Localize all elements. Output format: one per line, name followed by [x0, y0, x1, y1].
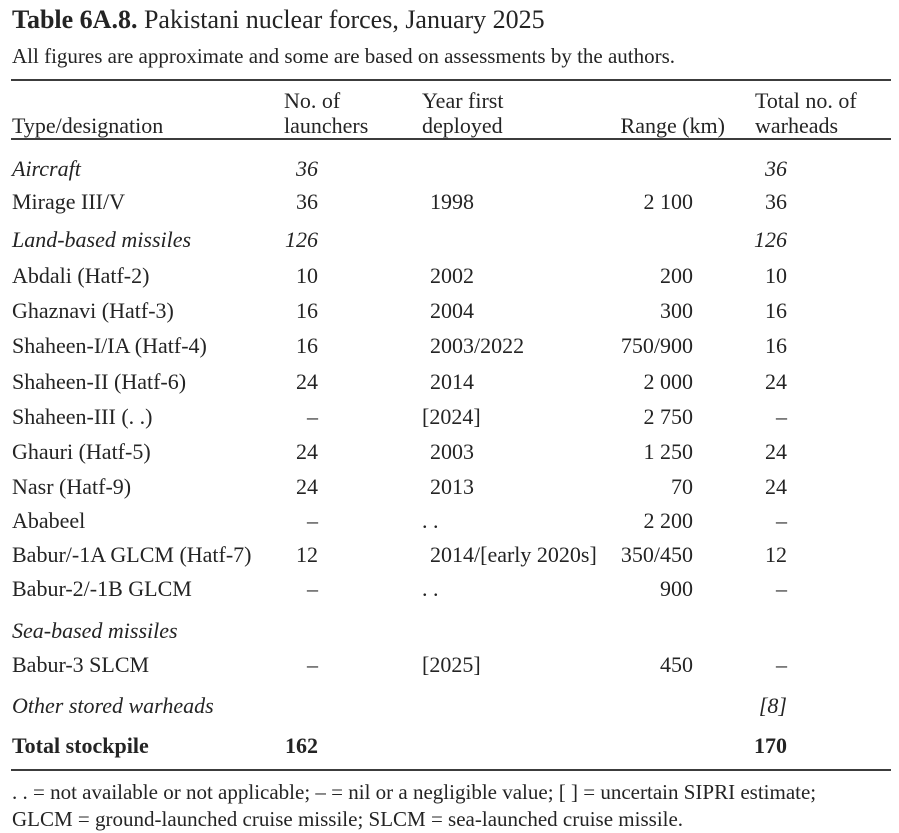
footnote-line-2: GLCM = ground-launched cruise missile; SLCM = sea-launched cruise missile.	[12, 807, 684, 831]
column-header-warheads: Total no. of warheads	[755, 88, 857, 138]
cell-year: 2013	[430, 474, 474, 499]
rule-bottom	[11, 769, 891, 771]
table-row	[0, 618, 899, 645]
table-row	[0, 439, 899, 466]
cell-type: Babur/-1A GLCM (Hatf-7)	[12, 542, 252, 567]
cell-year: 2004	[430, 298, 474, 323]
cell-range: 450	[660, 652, 693, 677]
rule-top	[11, 79, 891, 81]
cell-type: Ghauri (Hatf-5)	[12, 439, 151, 464]
cell-type: Shaheen-II (Hatf-6)	[12, 369, 187, 394]
cell-type: Other stored warheads	[12, 693, 214, 718]
table-row	[0, 333, 899, 360]
table-row	[0, 542, 899, 569]
table-row	[0, 404, 899, 431]
cell-type: Land-based missiles	[12, 227, 192, 252]
cell-type: Sea-based missiles	[12, 618, 178, 643]
cell-range: 200	[660, 263, 693, 288]
table-title-text: Pakistani nuclear forces, January 2025	[137, 5, 545, 34]
cell-launchers: 162	[285, 733, 318, 758]
cell-range: 70	[671, 474, 693, 499]
cell-warheads: 10	[765, 263, 787, 288]
cell-warheads: –	[776, 576, 787, 601]
table-row	[0, 189, 899, 216]
cell-warheads: 16	[765, 333, 787, 358]
column-header-type: Type/designation	[12, 113, 164, 138]
cell-type: Shaheen-III (. .)	[12, 404, 153, 429]
table-row	[0, 576, 899, 603]
cell-year: 2003/2022	[430, 333, 525, 358]
table-row	[0, 227, 899, 254]
cell-type: Babur-2/-1B GLCM	[12, 576, 192, 601]
table-number: Table 6A.8.	[12, 5, 138, 34]
cell-type: Nasr (Hatf-9)	[12, 474, 132, 499]
cell-launchers: 12	[296, 542, 318, 567]
cell-warheads: –	[776, 404, 787, 429]
rule-under-header	[11, 138, 891, 140]
table-row	[0, 369, 899, 396]
cell-warheads: –	[776, 652, 787, 677]
cell-launchers: 10	[296, 263, 318, 288]
table-row	[0, 652, 899, 679]
cell-year: . .	[422, 508, 439, 533]
cell-launchers: 126	[285, 227, 318, 252]
cell-launchers: 16	[296, 333, 318, 358]
cell-range: 750/900	[620, 333, 693, 358]
cell-range: 2 000	[643, 369, 693, 394]
cell-launchers: –	[307, 404, 318, 429]
cell-launchers: –	[307, 652, 318, 677]
table-row	[0, 298, 899, 325]
cell-year: 2014	[430, 369, 474, 394]
cell-warheads: 126	[754, 227, 787, 252]
cell-year: 2003	[430, 439, 474, 464]
column-header-launchers: No. of launchers	[284, 88, 369, 138]
cell-year: 1998	[430, 189, 474, 214]
cell-range: 1 250	[643, 439, 693, 464]
cell-warheads: [8]	[758, 693, 787, 718]
cell-launchers: 36	[296, 156, 318, 181]
footnote-line-1: . . = not available or not applicable; – = nil or a negligible value; [ ] = uncertain SIPRI estimate;	[12, 780, 817, 804]
cell-year: [2025]	[422, 652, 481, 677]
cell-year: 2002	[430, 263, 474, 288]
cell-range: 300	[660, 298, 693, 323]
cell-warheads: 24	[765, 474, 787, 499]
table-row	[0, 693, 899, 720]
cell-type: Ababeel	[12, 508, 86, 533]
column-header-range: Range (km)	[620, 113, 725, 138]
cell-warheads: 170	[754, 733, 787, 758]
table-footnote	[12, 779, 897, 833]
cell-warheads: 36	[765, 189, 787, 214]
cell-warheads: –	[776, 508, 787, 533]
cell-type: Babur-3 SLCM	[12, 652, 150, 677]
cell-year: 2014/[early 2020s]	[430, 542, 597, 567]
table-row	[0, 156, 899, 183]
table-row	[0, 474, 899, 501]
cell-warheads: 24	[765, 369, 787, 394]
cell-range: 2 200	[643, 508, 693, 533]
column-header-year: Year first deployed	[422, 88, 504, 138]
table-subtitle: All figures are approximate and some are based on assessments by the authors.	[12, 44, 676, 68]
cell-range: 350/450	[620, 542, 693, 567]
table-title	[12, 5, 545, 35]
cell-warheads: 24	[765, 439, 787, 464]
cell-type: Ghaznavi (Hatf-3)	[12, 298, 174, 323]
cell-warheads: 36	[765, 156, 787, 181]
cell-launchers: –	[307, 576, 318, 601]
cell-type: Mirage III/V	[12, 189, 126, 214]
table-row	[0, 508, 899, 535]
cell-launchers: 16	[296, 298, 318, 323]
cell-launchers: 36	[296, 189, 318, 214]
cell-range: 2 100	[643, 189, 693, 214]
cell-launchers: 24	[296, 369, 318, 394]
cell-type: Shaheen-I/IA (Hatf-4)	[12, 333, 207, 358]
cell-launchers: 24	[296, 474, 318, 499]
cell-range: 2 750	[643, 404, 693, 429]
cell-range: 900	[660, 576, 693, 601]
cell-type: Total stockpile	[12, 733, 149, 758]
cell-warheads: 16	[765, 298, 787, 323]
cell-year: . .	[422, 576, 439, 601]
table-row	[0, 263, 899, 290]
cell-launchers: 24	[296, 439, 318, 464]
cell-type: Aircraft	[12, 156, 81, 181]
table-row-total	[0, 733, 899, 760]
cell-year: [2024]	[422, 404, 481, 429]
cell-type: Abdali (Hatf-2)	[12, 263, 150, 288]
cell-warheads: 12	[765, 542, 787, 567]
cell-launchers: –	[307, 508, 318, 533]
